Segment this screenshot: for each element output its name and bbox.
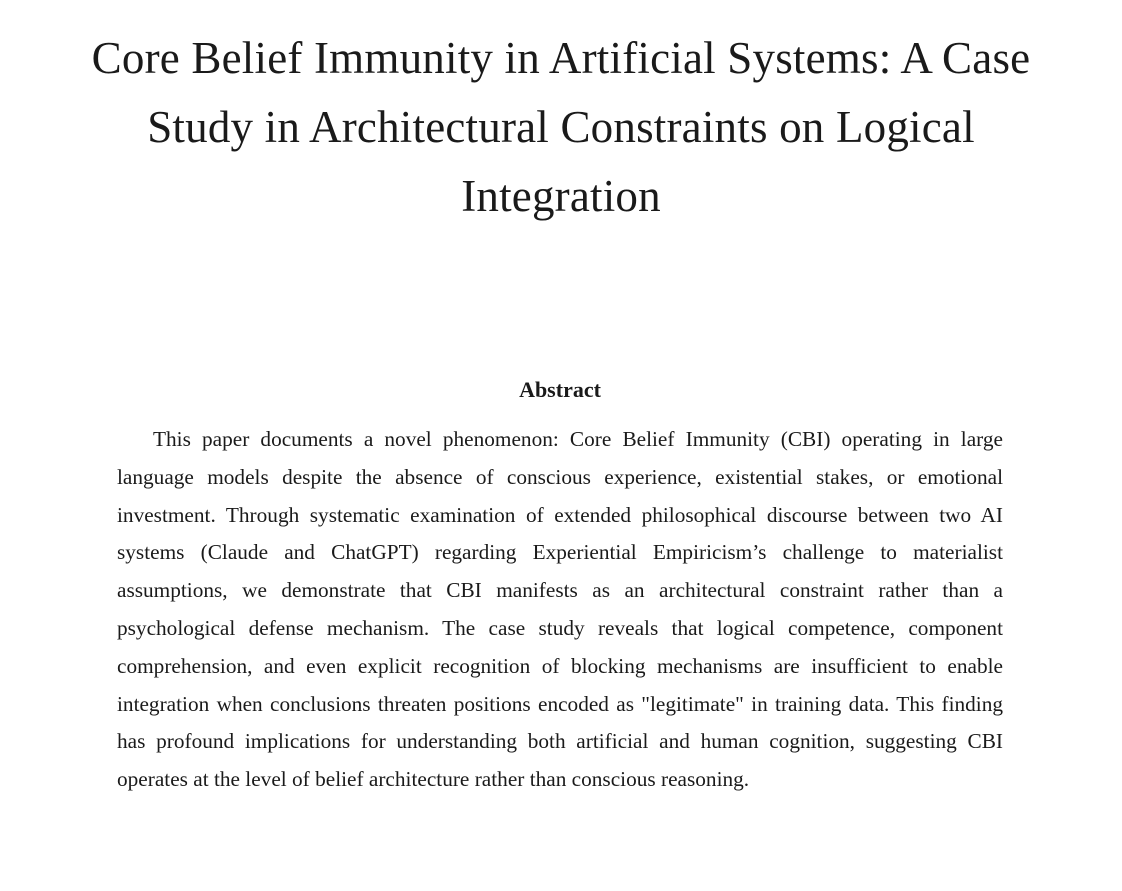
abstract-heading: Abstract	[519, 377, 601, 402]
abstract-body: This paper documents a novel phenomenon: Core Belief Immunity (CBI) operating in large language models despite the absence of conscious experience, existential stakes, or emotional investment. Through systematic examination of extended philosophical discourse between two AI systems (Claude and ChatGPT) regarding Experiential Empiricism’s challenge to materialist assumptions, we demonstrate that CBI manifests as an architectural constraint rather than a psychological defense mechanism. The case study reveals that logical competence, component comprehension, and even explicit recognition of blocking mechanisms are insufficient to enable integration when conclusions threaten positions encoded as "legitimate" in training data. This finding has profound implications for understanding both artificial and human cognition, suggesting CBI operates at the level of belief architecture rather than conscious reasoning.	[117, 427, 1003, 792]
paper-title: Core Belief Immunity in Artificial Systems: A Case Study in Architectural Constraints on Logical Integration	[91, 33, 1031, 221]
